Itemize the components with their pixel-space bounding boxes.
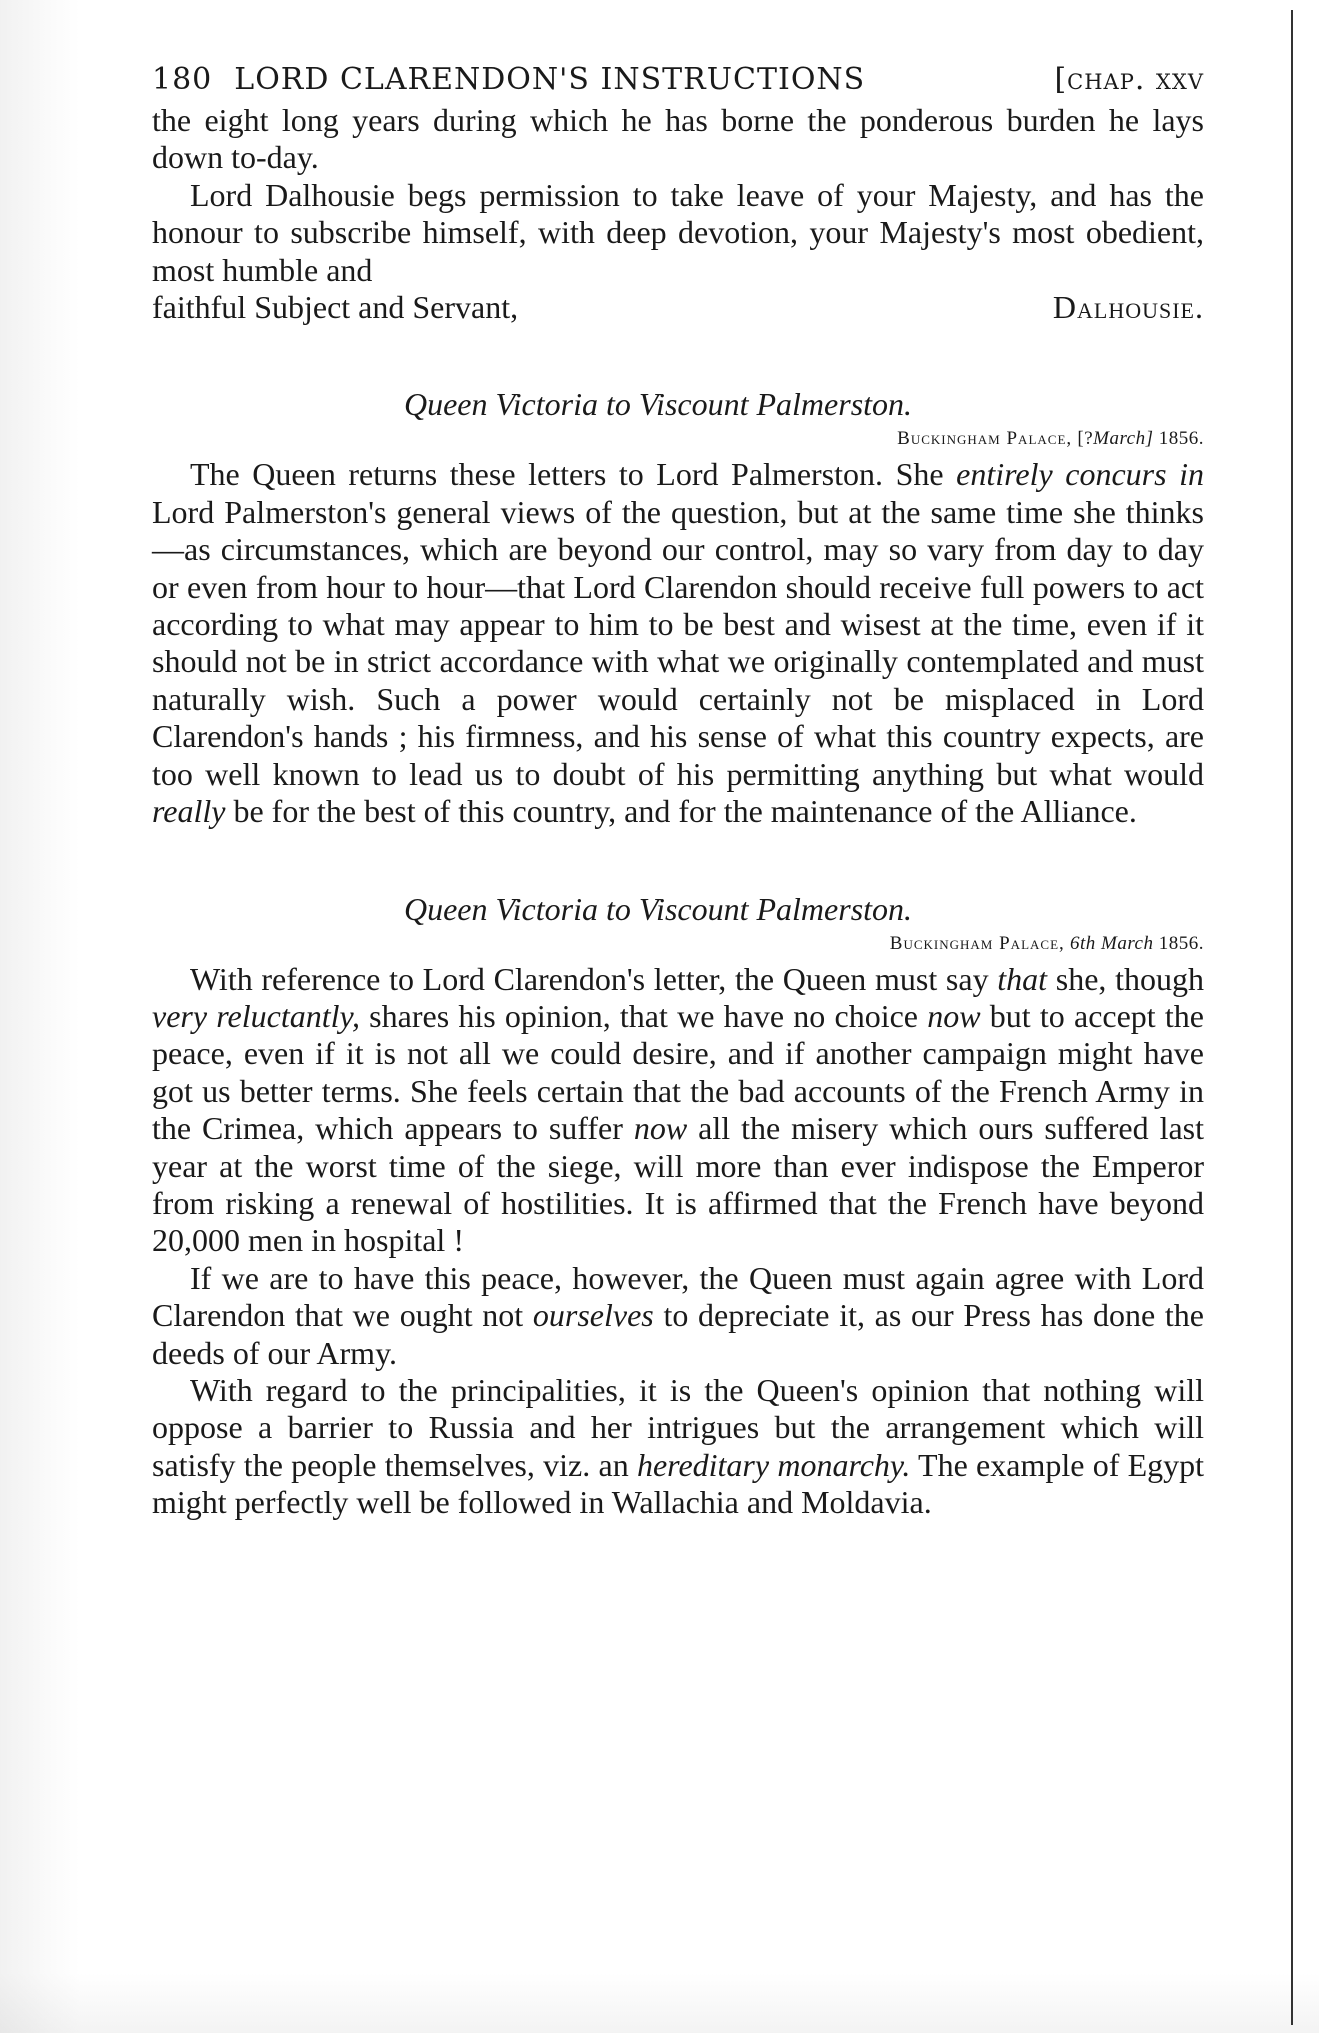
dateline-month: March]: [1093, 428, 1154, 450]
dalhousie-paragraph: Lord Dalhousie begs permission to take leave of your Majesty, and has the honour to subscribe himself, with deep devotion, your Majesty's most obedient, most humble and: [152, 176, 1204, 288]
book-page: [152, 58, 1204, 1522]
chapter-label: [chap. xxv: [1054, 62, 1204, 97]
running-head: [152, 58, 1204, 102]
letter1-paragraph: The Queen returns these letters to Lord Palmerston. She entirely concurs in Lord Palmerston's general views of the question, but at the same time she thinks—as circumstances, which are beyond our control, may so vary from day to day or even from hour to hour—that Lord Clarendon should receive full powers to act according to what may appear to him to be best and wisest at the time, even if it should not be in strict accordance with what we originally contemplated and must naturally wish. Such a power would certainly not be misplaced in Lord Clarendon's hands ; his firmness, and his sense of what this country expects, are too well known to lead us to doubt of his permitting anything but what would really be for the best of this country, and for the maintenance of the Alliance.: [152, 456, 1205, 830]
closing-phrase: faithful Subject and Servant,: [152, 289, 519, 326]
dateline-1: [152, 424, 1204, 454]
scan-bottom-shadow: [0, 1973, 1319, 2033]
letter-heading-2: Queen Victoria to Viscount Palmerston.: [403, 890, 913, 927]
scan-gutter-shadow: [0, 0, 80, 2033]
dateline-bracket: [?: [1077, 428, 1094, 450]
dateline-place: Buckingham Palace,: [889, 932, 1065, 954]
running-head-title: LORD CLARENDON'S INSTRUCTIONS: [234, 62, 866, 97]
page-number: 180: [152, 62, 213, 97]
signature-line: [152, 289, 1204, 326]
letter2-paragraph-2: If we are to have this peace, however, the Queen must again agree with Lord Clarendon that we ought not ourselves to depreciate it, as our Press has done the deeds of our Army.: [152, 1259, 1205, 1371]
letter-heading-1: Queen Victoria to Viscount Palmerston.: [403, 386, 913, 423]
dateline-place: Buckingham Palace,: [897, 428, 1073, 450]
page-edge-rule: [1291, 10, 1293, 2025]
letter2-paragraph-3: With regard to the principalities, it is the Queen's opinion that nothing will oppose a barrier to Russia and her intrigues but the arrangement which will satisfy the people themselves, viz. an hereditary monarchy. The example of Egypt might perfectly well be followed in Wallachia and Moldavia.: [152, 1371, 1205, 1521]
signature-dalhousie: Dalhousie.: [1052, 289, 1204, 326]
dateline-year: 1856.: [1158, 932, 1204, 954]
dateline-2: [152, 929, 1204, 959]
dateline-day-month: 6th March: [1070, 932, 1154, 954]
dateline-year: 1856.: [1158, 428, 1204, 450]
letter2-paragraph-1: With reference to Lord Clarendon's letter, the Queen must say that she, though very reluctantly, shares his opinion, that we have no choice now but to accept the peace, even if it is not all we could desire, and if another campaign might have got us better terms. She feels certain that the bad accounts of the French Army in the Crimea, which appears to suffer now all the misery which ours suffered last year at the worst time of the siege, will more than ever indispose the Emperor from risking a renewal of hostilities. It is affirmed that the French have beyond 20,000 men in hospital !: [152, 960, 1205, 1259]
continued-paragraph: the eight long years during which he has borne the ponderous burden he lays down to-day.: [152, 102, 1204, 176]
